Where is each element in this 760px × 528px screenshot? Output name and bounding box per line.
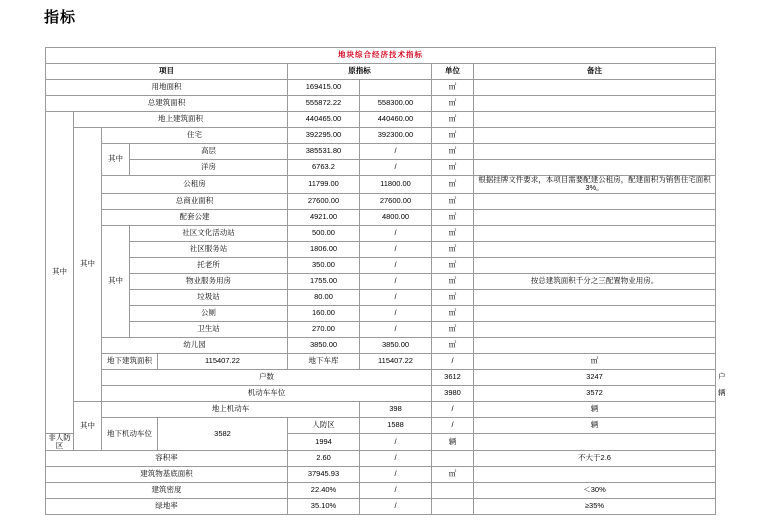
- original-plot-ratio: /: [360, 451, 432, 467]
- unit-building-density: [432, 483, 474, 499]
- value-property-service: 1755.00: [288, 273, 360, 289]
- unit-toilet: ㎡: [432, 305, 474, 321]
- table-row: [46, 483, 716, 499]
- value-public-rental: 11799.00: [288, 176, 360, 194]
- value-non-defense: 1994: [288, 433, 360, 451]
- unit-total-commercial: ㎡: [432, 193, 474, 209]
- table-header-title: 地块综合经济技术指标: [46, 48, 716, 64]
- row-label-total-commercial: 总商业面积: [102, 193, 288, 209]
- remark-public-rental: 根据挂牌文件要求，本项目需要配建公租房，配建面积为销售住宅面积3%。: [474, 176, 716, 194]
- table-row: [46, 209, 716, 225]
- value-health: 270.00: [288, 321, 360, 337]
- row-label-households: 户数: [102, 369, 432, 385]
- remark-green-ratio: ≥35%: [474, 499, 716, 515]
- original-community-service: /: [360, 241, 432, 257]
- original-community-culture: /: [360, 225, 432, 241]
- original-public-rental: 11800.00: [360, 176, 432, 194]
- row-label-total-build-area: 总建筑面积: [46, 96, 288, 112]
- remark-non-defense: [474, 433, 716, 451]
- row-label-supporting-public: 配套公建: [102, 209, 288, 225]
- table-row: [46, 160, 716, 176]
- remark-supporting-public: [474, 209, 716, 225]
- remark-gaoceng: [474, 144, 716, 160]
- table-row: [46, 417, 716, 433]
- unit-property-service: ㎡: [432, 273, 474, 289]
- group-label-qizhong-level1: 其中: [46, 112, 74, 434]
- table-row: [46, 273, 716, 289]
- page-title: 指标: [44, 9, 77, 26]
- row-label-non-defense: 非人防区: [46, 433, 74, 451]
- table-row: [46, 225, 716, 241]
- table-row: [46, 193, 716, 209]
- value-gaoceng: 385531.80: [288, 144, 360, 160]
- value-underground-parking: 3582: [158, 417, 288, 451]
- value-yangfang: 6763.2: [288, 160, 360, 176]
- row-label-gaoceng: 高层: [130, 144, 288, 160]
- remark-total-build-area: [474, 96, 716, 112]
- unit-supporting-public: ㎡: [432, 209, 474, 225]
- table-row: 机动车车位 3980 3572 辆: [46, 385, 716, 401]
- unit-land-area: ㎡: [432, 80, 474, 96]
- table-row: [46, 48, 716, 64]
- original-defense: /: [432, 417, 474, 433]
- unit-nursery: ㎡: [432, 257, 474, 273]
- row-label-health: 卫生站: [130, 321, 288, 337]
- remark-nursery: [474, 257, 716, 273]
- row-label-community-culture: 社区文化活动站: [130, 225, 288, 241]
- table-row: [46, 241, 716, 257]
- table-row: [46, 305, 716, 321]
- group-label-qizhong-level3b: 其中: [102, 225, 130, 337]
- row-label-underground-parking: 地下机动车位: [102, 417, 158, 451]
- value-garbage: 80.00: [288, 289, 360, 305]
- value-nursery: 350.00: [288, 257, 360, 273]
- original-kindergarten: 3850.00: [360, 337, 432, 353]
- unit-residential: ㎡: [432, 128, 474, 144]
- row-label-parking: 机动车车位: [102, 385, 432, 401]
- original-green-ratio: /: [360, 499, 432, 515]
- original-residential: 392300.00: [360, 128, 432, 144]
- table-row: 户数 3612 3247 户: [46, 369, 716, 385]
- original-property-service: /: [360, 273, 432, 289]
- remark-kindergarten: [474, 337, 716, 353]
- remark-health: [474, 321, 716, 337]
- value-community-service: 1806.00: [288, 241, 360, 257]
- value-toilet: 160.00: [288, 305, 360, 321]
- value-total-build-area: 555872.22: [288, 96, 360, 112]
- row-label-land-area: 用地面积: [46, 80, 288, 96]
- value-above-ground-parking: 398: [360, 401, 432, 417]
- value-total-commercial: 27600.00: [288, 193, 360, 209]
- table-row: [46, 112, 716, 128]
- value-community-culture: 500.00: [288, 225, 360, 241]
- original-nursery: /: [360, 257, 432, 273]
- row-label-garbage: 垃圾站: [130, 289, 288, 305]
- unit-defense: 辆: [474, 417, 716, 433]
- original-land-area: [360, 80, 432, 96]
- unit-building-base-area: ㎡: [432, 467, 474, 483]
- table-row: [46, 401, 716, 417]
- unit-community-service: ㎡: [432, 241, 474, 257]
- remark-community-service: [474, 241, 716, 257]
- original-building-density: /: [360, 483, 432, 499]
- unit-total-build-area: ㎡: [432, 96, 474, 112]
- unit-underground-garage: ㎡: [474, 353, 716, 369]
- row-label-building-base-area: 建筑物基底面积: [46, 467, 288, 483]
- remark-toilet: [474, 305, 716, 321]
- original-total-commercial: 27600.00: [360, 193, 432, 209]
- unit-yangfang: ㎡: [432, 160, 474, 176]
- indicator-table: [45, 47, 726, 515]
- unit-above-ground-parking: 辆: [474, 401, 716, 417]
- value-underground-garage: 115407.22: [360, 353, 432, 369]
- row-label-property-service: 物业服务用房: [130, 273, 288, 289]
- row-label-building-density: 建筑密度: [46, 483, 288, 499]
- original-underground-garage: /: [432, 353, 474, 369]
- table-row: [46, 128, 716, 144]
- row-label-underground-garage: 地下车库: [288, 353, 360, 369]
- row-label-above-ground-parking: 地上机动车: [102, 401, 360, 417]
- table-row: [46, 64, 716, 80]
- value-land-area: 169415.00: [288, 80, 360, 96]
- unit-green-ratio: [432, 499, 474, 515]
- value-green-ratio: 35.10%: [288, 499, 360, 515]
- row-label-kindergarten: 幼儿园: [102, 337, 288, 353]
- table-row: [46, 144, 716, 160]
- remark-building-base-area: [474, 467, 716, 483]
- indicator-table-container: [45, 47, 726, 515]
- original-parking: 3572: [474, 385, 716, 401]
- group-label-qizhong-level2: 其中: [74, 128, 102, 402]
- original-non-defense: /: [360, 433, 432, 451]
- remark-plot-ratio: 不大于2.6: [474, 451, 716, 467]
- unit-public-rental: ㎡: [432, 176, 474, 194]
- row-label-green-ratio: 绿地率: [46, 499, 288, 515]
- table-row: [46, 321, 716, 337]
- table-row: [46, 176, 716, 194]
- row-label-defense: 人防区: [288, 417, 360, 433]
- table-row: [46, 337, 716, 353]
- unit-health: ㎡: [432, 321, 474, 337]
- original-total-build-area: 558300.00: [360, 96, 432, 112]
- col-header-remark: 备注: [474, 64, 716, 80]
- original-supporting-public: 4800.00: [360, 209, 432, 225]
- value-residential: 392295.00: [288, 128, 360, 144]
- remark-above-ground: [474, 112, 716, 128]
- table-row: [46, 257, 716, 273]
- original-yangfang: /: [360, 160, 432, 176]
- group-label-qizhong-level3: 其中: [102, 144, 130, 176]
- unit-gaoceng: ㎡: [432, 144, 474, 160]
- value-households: 3612: [432, 369, 474, 385]
- table-row: [46, 96, 716, 112]
- unit-above-ground: ㎡: [432, 112, 474, 128]
- col-header-original: 原指标: [288, 64, 432, 80]
- table-row: [46, 80, 716, 96]
- col-header-unit: 单位: [432, 64, 474, 80]
- value-underground-area-group: 115407.22: [158, 353, 288, 369]
- original-building-base-area: /: [360, 467, 432, 483]
- value-parking: 3980: [432, 385, 474, 401]
- unit-kindergarten: ㎡: [432, 337, 474, 353]
- original-above-ground-parking: /: [432, 401, 474, 417]
- original-gaoceng: /: [360, 144, 432, 160]
- original-households: 3247: [474, 369, 716, 385]
- row-label-community-service: 社区服务站: [130, 241, 288, 257]
- unit-non-defense: 辆: [432, 433, 474, 451]
- unit-garbage: ㎡: [432, 289, 474, 305]
- table-row: [46, 353, 716, 369]
- unit-community-culture: ㎡: [432, 225, 474, 241]
- table-row: [46, 289, 716, 305]
- table-row: [46, 499, 716, 515]
- remark-residential: [474, 128, 716, 144]
- remark-yangfang: [474, 160, 716, 176]
- value-above-ground: 440465.00: [288, 112, 360, 128]
- row-label-residential: 住宅: [102, 128, 288, 144]
- original-garbage: /: [360, 289, 432, 305]
- table-row: [46, 467, 716, 483]
- group-label-qizhong-parking: 其中: [74, 401, 102, 451]
- remark-garbage: [474, 289, 716, 305]
- row-label-public-rental: 公租房: [102, 176, 288, 194]
- table-row: [46, 451, 716, 467]
- original-toilet: /: [360, 305, 432, 321]
- original-above-ground: 440460.00: [360, 112, 432, 128]
- row-label-yangfang: 洋房: [130, 160, 288, 176]
- value-kindergarten: 3850.00: [288, 337, 360, 353]
- row-label-toilet: 公厕: [130, 305, 288, 321]
- remark-land-area: [474, 80, 716, 96]
- remark-building-density: ＜30%: [474, 483, 716, 499]
- value-building-density: 22.40%: [288, 483, 360, 499]
- col-header-item: 项目: [46, 64, 288, 80]
- remark-community-culture: [474, 225, 716, 241]
- row-label-above-ground: 地上建筑面积: [74, 112, 288, 128]
- value-defense: 1588: [360, 417, 432, 433]
- row-label-nursery: 托老所: [130, 257, 288, 273]
- remark-property-service: 按总建筑面积千分之三配置物业用房。: [474, 273, 716, 289]
- value-plot-ratio: 2.60: [288, 451, 360, 467]
- original-health: /: [360, 321, 432, 337]
- unit-plot-ratio: [432, 451, 474, 467]
- value-supporting-public: 4921.00: [288, 209, 360, 225]
- row-label-underground-area: 地下建筑面积: [102, 353, 158, 369]
- row-label-plot-ratio: 容积率: [46, 451, 288, 467]
- remark-total-commercial: [474, 193, 716, 209]
- value-building-base-area: 37945.93: [288, 467, 360, 483]
